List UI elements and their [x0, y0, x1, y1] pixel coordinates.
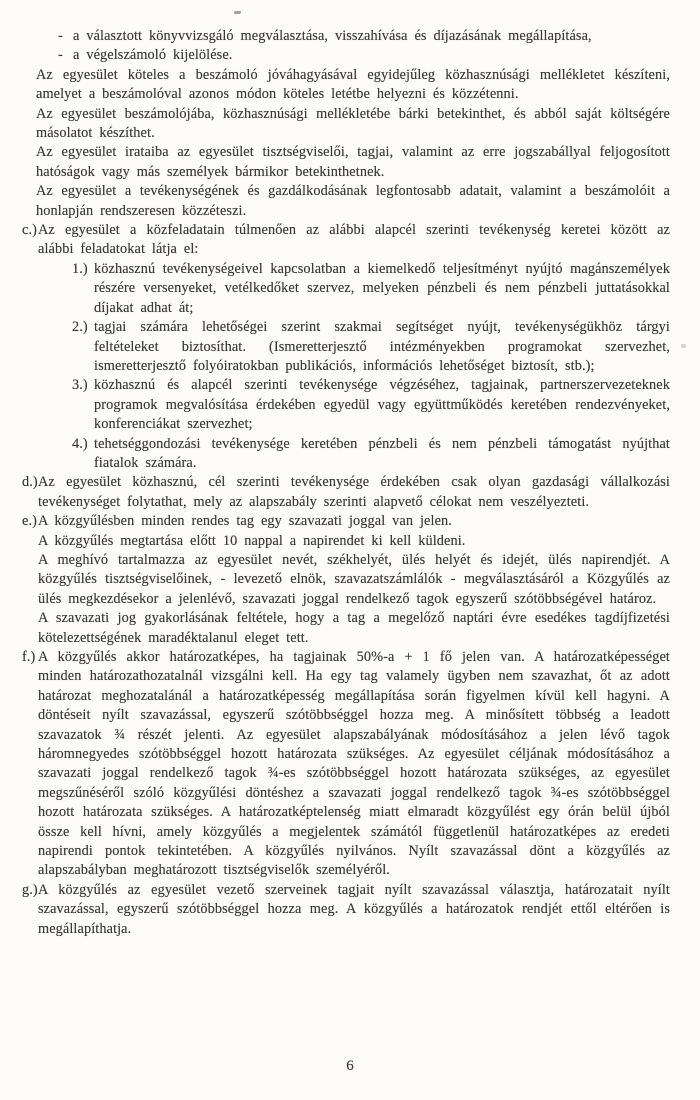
item-letter-label: 4.) — [72, 435, 88, 452]
block-text: Az egyesület beszámolójába, közhasznúsági mellékletébe bárki betekinthet, és abból saját költségére másolatot készíthet. — [36, 105, 670, 142]
lettered-block — [22, 473, 670, 512]
block-text: A meghívó tartalmazza az egyesület nevét, székhelyét, ülés helyét és idejét, ülés napirendjét. A közgyűlés tisztségviselőinek, - levezető elnök, szavazatszámlálók - megválasztásáról a Közgyűlés az ülés megkezdésekor a jelenlévő, szavazati joggal rendelkező tagok egyszerű szótöbbségével határoz. — [38, 551, 670, 607]
item-letter-label: 3.) — [72, 377, 88, 394]
bullet-block — [58, 46, 670, 65]
page-number: 6 — [346, 1058, 354, 1074]
block-text: közhasznú tevékenységeivel kapcsolatban a kiemelkedő teljesítményt nyújtó magánszemélyek részére versenyeket, vetélkedőket szervez, melyeken pénzbeli és nem pénzbeli juttatásokkal díjakat adhat át; — [94, 260, 670, 316]
block-text: Az egyesület a közfeladatain túlmenően az alábbi alapcél szerinti tevékenység keretei között az alábbi feladatokat látja el: — [38, 222, 670, 258]
block-text: A közgyűlés az egyesület vezető szerveinek tagjait nyílt szavazással választja, határozatait nyílt szavazással, egyszerű szótöbbséggel hozza meg. A közgyűlés a határozatok rendjét ettől eltérően is megállapíthatja. — [38, 881, 670, 937]
lettered-block — [22, 512, 670, 531]
lettered-cont-block — [38, 551, 670, 609]
item-letter-label: 1.) — [72, 260, 88, 277]
item-letter-label: e.) — [22, 513, 37, 530]
lettered-cont-block — [38, 532, 670, 551]
bullet-dash: - — [58, 28, 63, 44]
block-text: A szavazati jog gyakorlásának feltétele, hogy a tag a megelőző naptári évre esedékes tagdíjfizetési kötelezettségének maradéktalanul eleget tett. — [38, 610, 670, 646]
item-letter-label: 2.) — [72, 319, 88, 336]
block-text: közhasznú és alapcél szerinti tevékenysége végzéséhez, tagjainak, partnerszervezeteknek programok megvalósítása érdekében egyedül vagy együttműködés keretében rendezvényeket, konferenciákat szervezhet; — [94, 377, 670, 433]
lettered-block — [22, 648, 670, 881]
scan-artifact-speck — [234, 11, 241, 14]
paragraph-block — [36, 182, 670, 221]
lettered-block — [22, 221, 670, 260]
block-text: A közgyűlés megtartása előtt 10 nappal a napirendet ki kell küldeni. — [38, 532, 466, 549]
block-text: Az egyesület irataiba az egyesület tisztségviselői, tagjai, valamint az erre jogszabállyal feljogosított hatóságok vagy más személyek bármikor betekinthetnek. — [36, 144, 670, 180]
scan-artifact-speck — [681, 344, 686, 348]
lettered-cont-block — [38, 609, 670, 648]
numbered-block — [72, 260, 670, 318]
block-text: Az egyesület a tevékenységének és gazdálkodásának legfontosabb adatait, valamint a beszámolóit a honlapján rendszeresen közzéteszi. — [36, 183, 670, 219]
bullet-dash: - — [58, 47, 63, 64]
document-body — [22, 27, 670, 939]
block-text: a végelszámoló kijelölése. — [73, 47, 233, 64]
numbered-block — [72, 376, 670, 434]
paragraph-block — [36, 66, 670, 105]
lettered-block — [22, 881, 670, 939]
block-text: tehetséggondozási tevékenysége keretében pénzbeli és nem pénzbeli támogatást nyújthat fiatalok számára. — [94, 435, 670, 471]
bullet-block — [58, 27, 670, 46]
block-text: A közgyűlésben minden rendes tag egy szavazati joggal van jelen. — [38, 513, 452, 530]
item-letter-label: f.) — [22, 649, 36, 665]
block-text: tagjai számára lehetőségei szerint szakmai segítséget nyújt, tevékenységükhöz tárgyi feltételeket biztosíthat. (Ismeretterjesztő intézményekben programokat szervezhet, ismeretterjesztő folyóiratokban publikációs, információs lehetőséget biztosít, stb.); — [94, 319, 670, 374]
numbered-block — [72, 318, 670, 376]
block-text: Az egyesület közhasznú, cél szerinti tevékenysége érdekében csak olyan gazdasági vállalkozási tevékenységet folytathat, mely az alapszabály szerinti alapvető célokat nem veszélyezteti. — [38, 474, 670, 510]
paragraph-block — [36, 143, 670, 182]
block-text: A közgyűlés akkor határozatképes, ha tagjainak 50%-a + 1 fő jelen van. A határozatképességet minden határozathozatalnál vizsgálni kell. Ha egy tag valamely ügyben nem szavazhat, őt az adott határozat meghozatalánál a határozatképesség megállapítása során figyelmen kívül kell hagyni. A döntéseit nyílt szavazással, egyszerű szótöbbséggel hozza meg. A minősített többség a leadott szavazatok ¾ részét jelenti. Az egyesület alapszabályának módosításához a jelen lévő tagok háromnegyedes szótöbbséggel hozott határozata szükséges. Az egyesület céljának módosításához a szavazati joggal rendelkező tagok ¾-es szótöbbséggel hozott határozata szükséges, az egyesület megszűnéséről szóló közgyűlési döntéshez a szavazati joggal rendelkező tagok ¾-es szótöbbséggel hozott határozata szükséges. A határozatképtelenség miatt elmaradt közgyűlést egy órán belül újból össze kell hívni, amely közgyűlés a megjelentek számától függetlenül határozatképes az eredeti napirendi pontok tekintetében. A közgyűlés nyilvános. Nyílt szavazással dönt a közgyűlés az alapszabályban meghatározott tisztségviselők személyéről. — [38, 649, 670, 879]
numbered-block — [72, 435, 670, 474]
block-text: a választott könyvvizsgáló megválasztása, visszahívása és díjazásának megállapítása, — [73, 28, 592, 44]
block-text: Az egyesület köteles a beszámoló jóváhagyásával egyidejűleg közhasznúsági mellékletet készíteni, amelyet a beszámolóval azonos módon köteles letétbe helyezni és közzétenni. — [36, 66, 670, 103]
paragraph-block — [36, 105, 670, 144]
item-letter-label: d.) — [22, 474, 38, 491]
item-letter-label: c.) — [22, 222, 37, 239]
item-letter-label: g.) — [22, 881, 38, 898]
